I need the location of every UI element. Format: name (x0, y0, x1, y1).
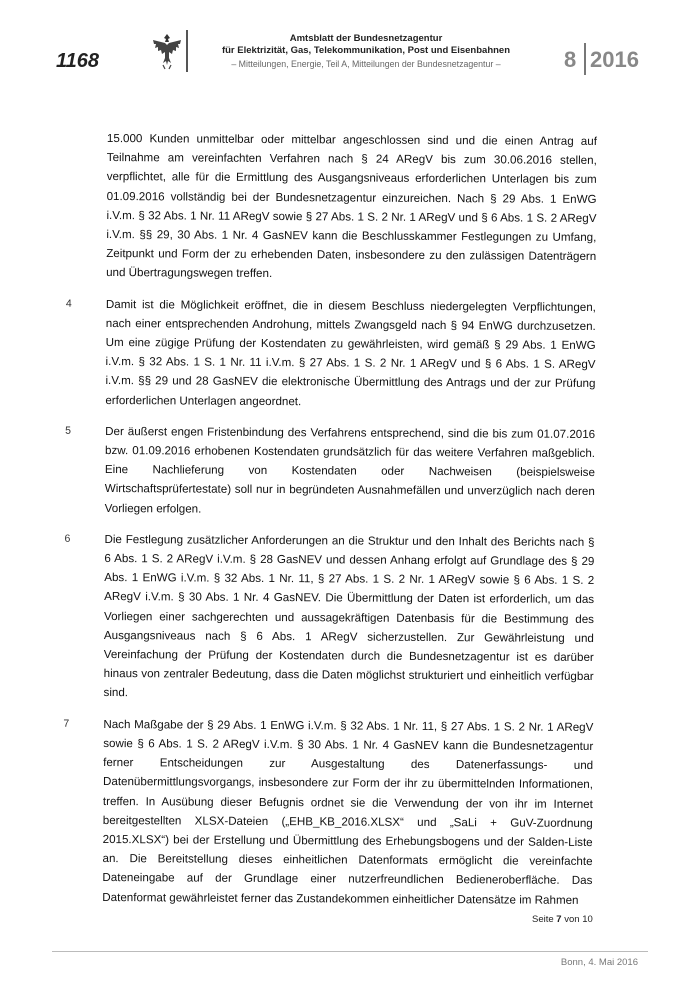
publication-date: Bonn, 4. Mai 2016 (560, 957, 638, 968)
footer-divider (52, 951, 648, 952)
journal-title-line2: für Elektrizität, Gas, Telekommunikation, Post und Eisenbahnen (221, 45, 511, 56)
page-number: 1168 (56, 50, 100, 72)
page-total: von 10 (564, 914, 593, 925)
paragraph-5 (65, 422, 596, 521)
issue-number: 8 (564, 47, 577, 72)
paragraph-text: Die Festlegung zusätzlicher Anforderungen an die Struktur und den Inhalt des Berichts nach § 6 Abs. 1 S. 2 ARegV i.V.m. § 28 GasNEV und dessen Anhang erfolgt auf Grundlage des § 29 Abs. 1 EnWG i.V.m. § 32 Abs. 1 Nr. 11, § 27 Abs. 1 S. 2 Nr. 1 ARegV sowie § 6 Abs. 1 S. 2 ARegV i.V.m. § 30 Abs. 1 Nr. 4 GasNEV. Die Übermittlung der Daten ist erforderlich, um das Vorliegen einer sachgerechten und aussagekräftigen Datenbasis für die Bestimmung des Ausgangsniveaus nach § 6 Abs. 1 ARegV sicherzustellen. Zur Gewährleistung und Vereinfachung der Prüfung der Kostendaten durch die Bundesnetzagentur ist es darüber hinaus von zentraler Bedeutung, dass die Daten möglichst strukturiert und einheitlich verfügbar sind. (103, 532, 595, 700)
paragraph-number: 7 (63, 717, 70, 730)
paragraph-text: Nach Maßgabe der § 29 Abs. 1 EnWG i.V.m. § 32 Abs. 1 Nr. 11, § 27 Abs. 1 S. 2 Nr. 1 ARegV sowie § 6 Abs. 1 S. 2 ARegV i.V.m. § 30 Abs. 1 Nr. 4 GasNEV kann die Bundesnetzagentur ferner Entscheidungen zur Ausgestaltung des Datenerfassungs- und Datenübermittlungsvorgangs, insbesondere zur Form der ihr zu übermittelnden Informationen, treffen. In Ausübung dieser Befugnis ordnet sie die Verwendung der von ihr im Internet bereitgestellten XLSX-Dateien („EHB_KB_2016.XLSX“ und „SaLi + GuV-Zuordnung 2015.XLSX“) bei der Erstellung und Übermittlung des Erhebungsbogens und der Salden-Liste an. Die Bereitstellung dieses einheitlichen Datenformats ermöglicht die vereinfachte Dateneingabe auf der Grundlage einer nutzerfreundlichen Bedieneroberfläche. Das Datenformat gewährleistet ferner das Zustandekommen einheitlicher Datensätze im Rahmen (102, 717, 594, 907)
journal-title (196, 33, 536, 57)
paragraph-number: 6 (64, 532, 71, 545)
document-body (63, 129, 597, 922)
page-indicator (532, 914, 593, 925)
journal-subtitle: – Mitteilungen, Energie, Teil A, Mitteilungen der Bundesnetzagentur – (231, 59, 501, 69)
federal-eagle-icon (150, 32, 184, 72)
paragraph-7 (63, 715, 594, 910)
page-current: 7 (556, 914, 562, 925)
paragraph-text: Damit ist die Möglichkeit eröffnet, die in diesem Beschluss niedergelegten Verpflichtungen, nach einer entsprechenden Androhung, mittels Zwangsgeld nach § 94 EnWG durchzusetzen. Um eine zügige Prüfung der Kostendaten zu gewährleisten, wird gemäß § 29 Abs. 1 EnWG i.V.m. § 32 Abs. 1 S. 1 Nr. 11 i.V.m. § 27 Abs. 1 S. 2 Nr. 1 ARegV und § 6 Abs. 1 S. ARegV i.V.m. §§ 29 und 28 GasNEV die elektronische Übermittlung des Antrags und der zur Prüfung erforderlichen Unterlagen angeordnet. (105, 297, 596, 408)
page-label: Seite (532, 914, 554, 925)
journal-title-line1: Amtsblatt der Bundesnetzagentur (289, 33, 443, 44)
issue-badge (560, 47, 646, 77)
paragraph-6 (64, 530, 595, 706)
issue-year: 2016 (590, 47, 639, 72)
paragraph-number: 4 (65, 297, 72, 310)
paragraph-text: Der äußerst engen Fristenbindung des Verfahrens entsprechend, sind die bis zum 01.07.2016 bzw. 01.09.2016 erhobenen Kostendaten grundsätzlich für das weitere Verfahren maßgeblich. Eine Nachlieferung von Kostendaten oder Nachweisen (beispielsweise Wirtschaftsprüfertestate) soll nur in begründeten Ausnahmefällen und unverzüglich nach deren Vorliegen erfolgen. (104, 424, 596, 516)
paragraph-text: 15.000 Kunden unmittelbar oder mittelbar angeschlossen sind und die einen Antrag auf Teilnahme am vereinfachten Verfahren nach § 24 ARegV bis zum 30.06.2016 stellen, verpflichtet, alle für die Ermittlung des Ausgangsniveaus erforderlichen Unterlagen bis zum 01.09.2016 vollständig bei der Bundesnetzagentur einzureichen. Nach § 29 Abs. 1 EnWG i.V.m. § 32 Abs. 1 Nr. 11 ARegV sowie § 27 Abs. 1 S. 2 Nr. 1 ARegV und § 6 Abs. 1 S. 2 ARegV i.V.m. §§ 29, 30 Abs. 1 Nr. 4 GasNEV kann die Beschlusskammer Festlegungen zu Umfang, Zeitpunkt und Form der zu erhebenden Daten, insbesondere zu den zulässigen Datenträgern und Übertragungswegen treffen. (106, 131, 597, 281)
emblem-divider (186, 30, 188, 72)
paragraph-number: 5 (65, 424, 72, 437)
paragraph-4 (65, 295, 596, 413)
issue-divider (584, 43, 586, 75)
paragraph-continued (106, 129, 597, 286)
